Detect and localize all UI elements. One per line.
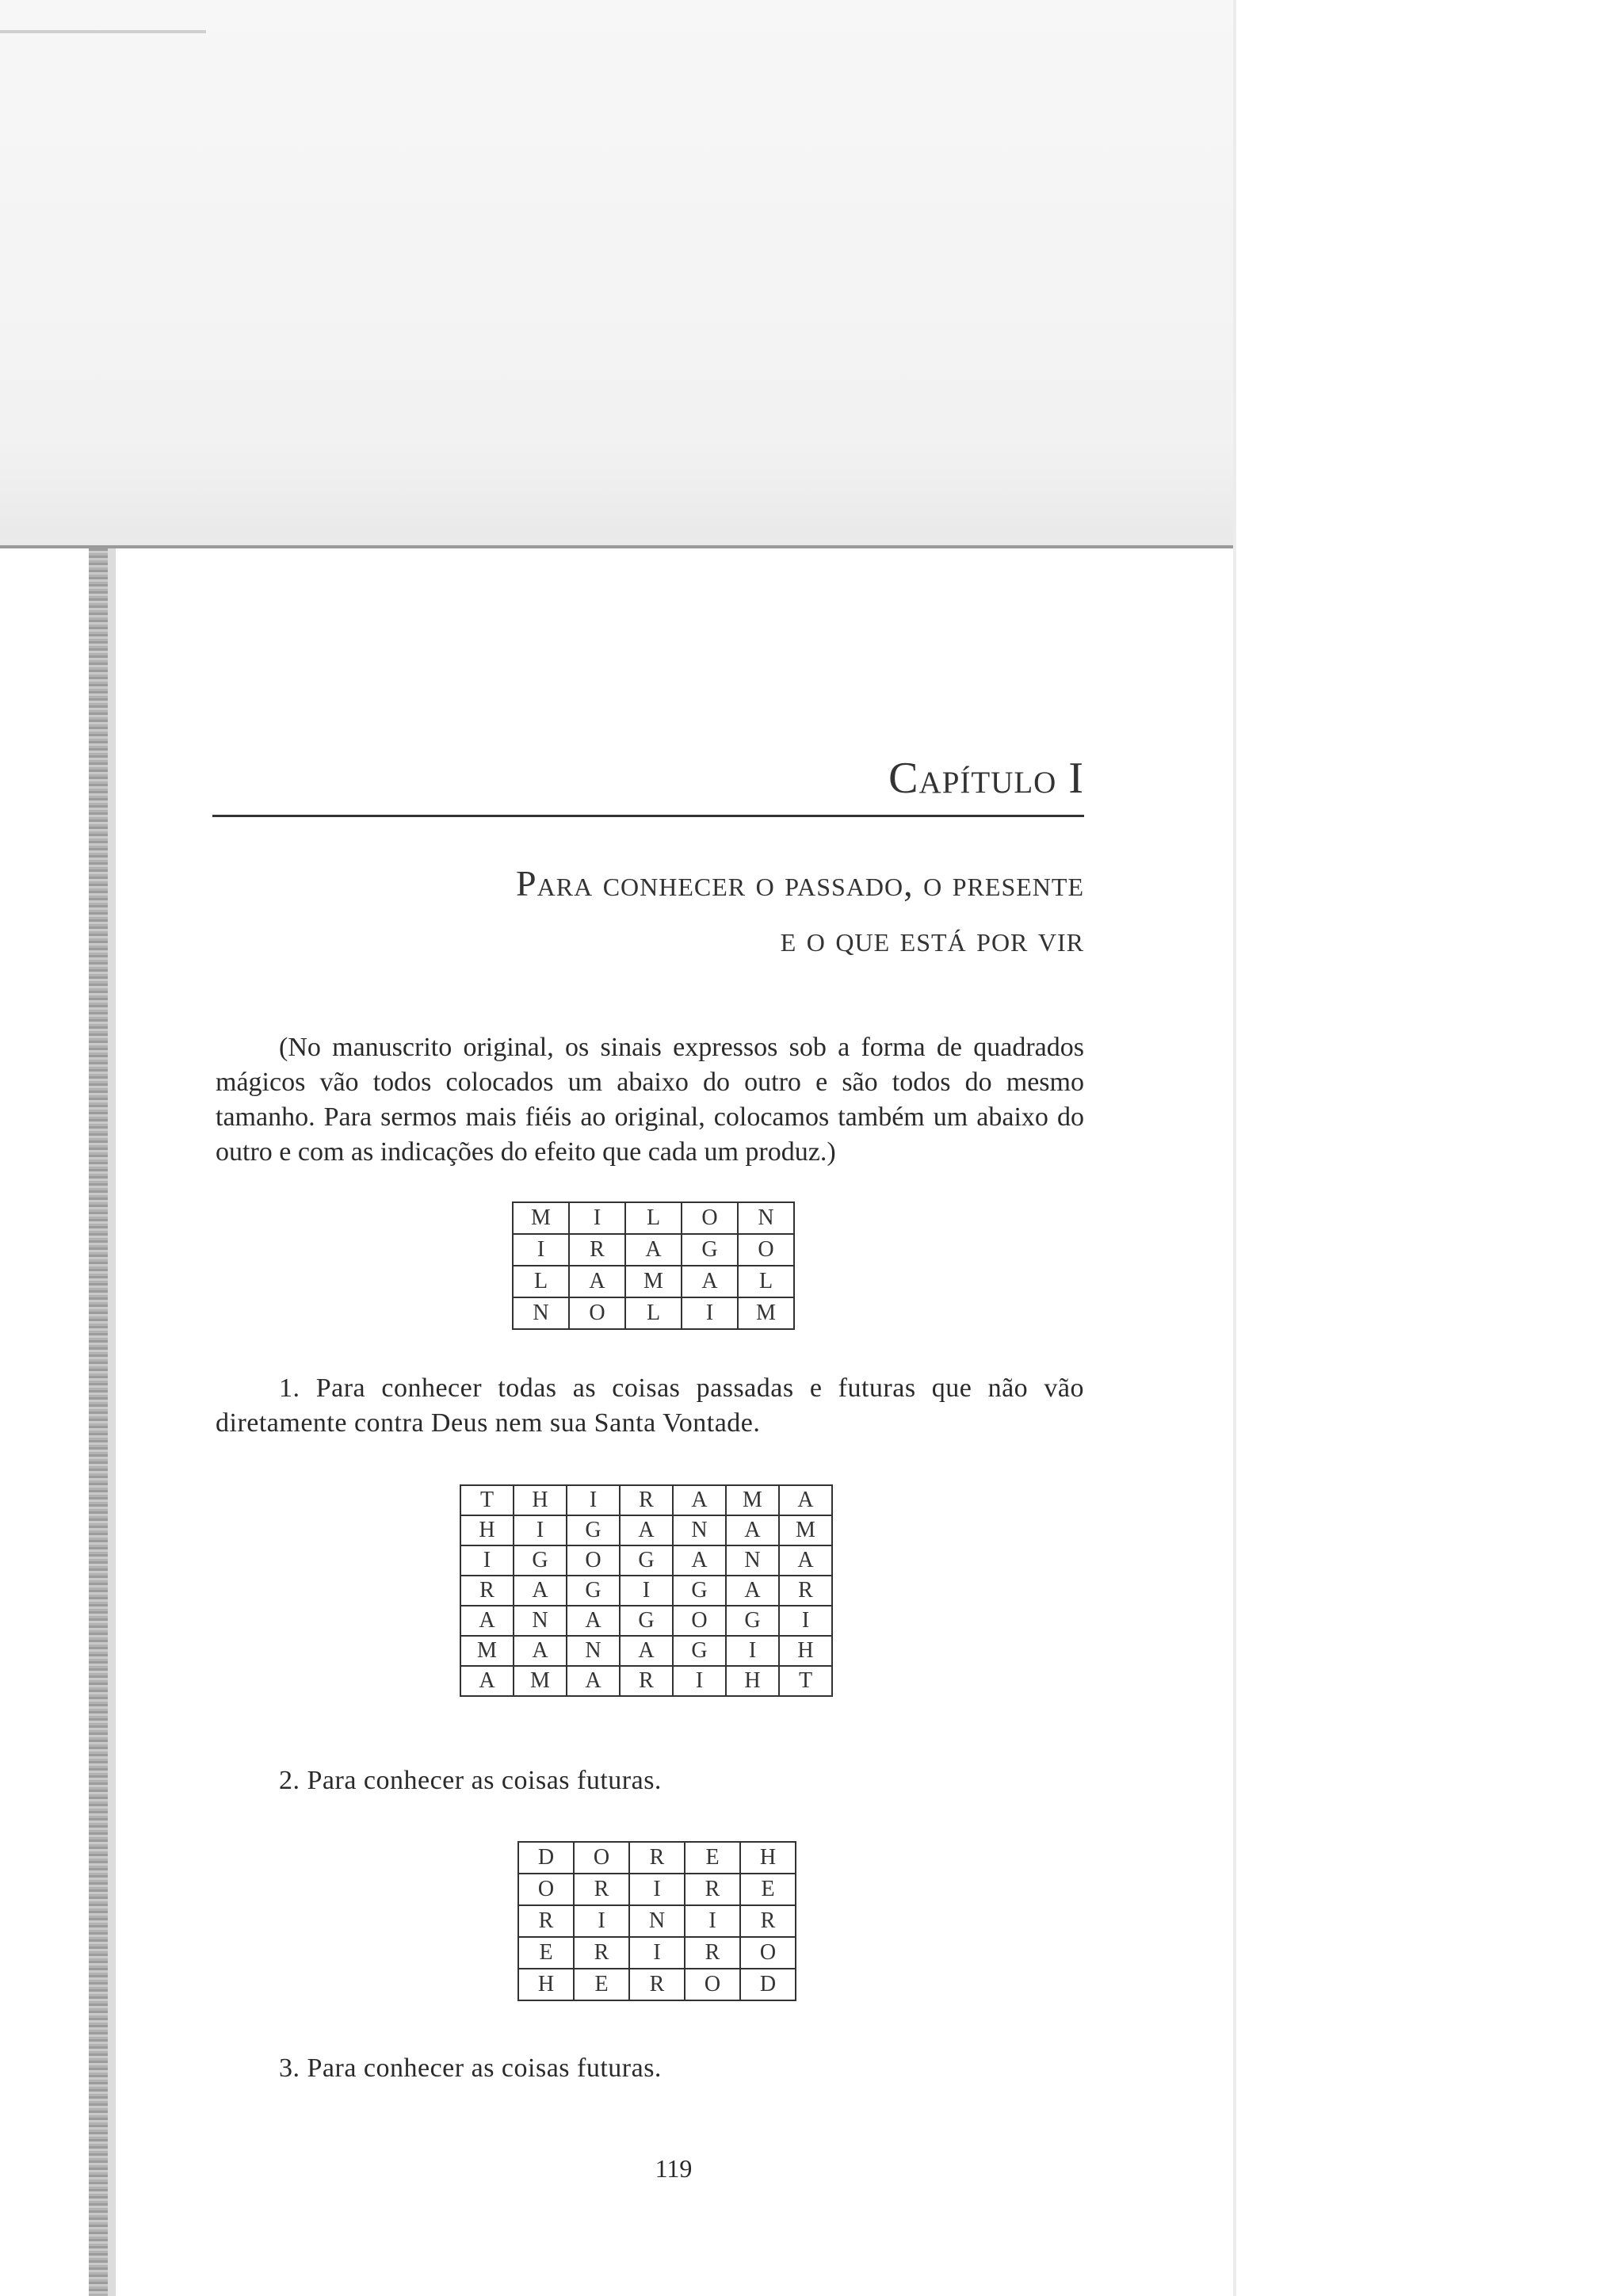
square-cell: I: [629, 1937, 685, 1969]
square-cell: I: [567, 1485, 620, 1515]
square-row: [513, 1297, 794, 1329]
chapter-rule: [212, 815, 1084, 817]
square-cell: N: [513, 1297, 569, 1329]
square-cell: L: [625, 1297, 682, 1329]
square-cell: A: [779, 1485, 832, 1515]
magic-square-1-caption: 1. Para conhecer todas as coisas passadas e futuras que não vão diretamente contra Deus nem sua Santa Vontade.: [216, 1373, 1084, 1438]
square-cell: G: [682, 1234, 738, 1266]
square-cell: O: [574, 1842, 629, 1874]
square-cell: I: [460, 1545, 514, 1576]
square-cell: L: [625, 1202, 682, 1234]
square-cell: M: [514, 1666, 567, 1696]
square-cell: T: [460, 1485, 514, 1515]
square-cell: G: [726, 1606, 779, 1636]
square-cell: A: [620, 1515, 673, 1545]
square-cell: R: [574, 1874, 629, 1905]
square-cell: R: [685, 1937, 740, 1969]
square-cell: H: [514, 1485, 567, 1515]
square-cell: G: [673, 1576, 726, 1606]
square-cell: L: [513, 1266, 569, 1297]
square-cell: O: [685, 1969, 740, 2000]
square-cell: I: [779, 1606, 832, 1636]
square-cell: H: [726, 1666, 779, 1696]
square-cell: M: [726, 1485, 779, 1515]
magic-square-1: [512, 1201, 795, 1330]
square-row: [460, 1545, 832, 1576]
square-row: [518, 1874, 796, 1905]
square-cell: A: [682, 1266, 738, 1297]
square-cell: A: [514, 1636, 567, 1666]
chapter-label: Capítulo I: [888, 754, 1084, 803]
square-cell: I: [620, 1576, 673, 1606]
magic-square-2: [460, 1484, 833, 1697]
square-cell: E: [518, 1937, 574, 1969]
square-cell: N: [738, 1202, 794, 1234]
square-cell: O: [569, 1297, 625, 1329]
book-spine-shadow: [89, 548, 108, 2296]
square-cell: N: [726, 1545, 779, 1576]
square-cell: O: [682, 1202, 738, 1234]
square-row: [460, 1576, 832, 1606]
square-cell: G: [620, 1606, 673, 1636]
page-number: 119: [655, 2154, 693, 2183]
square-cell: O: [567, 1545, 620, 1576]
square-cell: O: [738, 1234, 794, 1266]
square-cell: R: [518, 1905, 574, 1937]
square-cell: A: [673, 1545, 726, 1576]
square-cell: A: [673, 1485, 726, 1515]
square-row: [513, 1234, 794, 1266]
square-row: [460, 1485, 832, 1515]
square-cell: G: [673, 1636, 726, 1666]
square-cell: M: [513, 1202, 569, 1234]
square-cell: A: [726, 1576, 779, 1606]
page-right-edge: [1233, 0, 1236, 2296]
square-cell: A: [569, 1266, 625, 1297]
square-cell: M: [738, 1297, 794, 1329]
square-cell: H: [518, 1969, 574, 2000]
square-cell: A: [460, 1666, 514, 1696]
magic-square-2-caption: 2. Para conhecer as coisas futuras.: [279, 1766, 662, 1795]
square-cell: H: [779, 1636, 832, 1666]
chapter-title-line-1: Para conhecer o passado, o presente: [516, 863, 1084, 904]
square-cell: I: [514, 1515, 567, 1545]
square-cell: E: [685, 1842, 740, 1874]
square-row: [518, 1969, 796, 2000]
square-cell: M: [779, 1515, 832, 1545]
square-cell: R: [685, 1874, 740, 1905]
square-cell: R: [779, 1576, 832, 1606]
square-row: [518, 1905, 796, 1937]
square-cell: H: [460, 1515, 514, 1545]
square-cell: A: [625, 1234, 682, 1266]
square-cell: A: [514, 1576, 567, 1606]
square-cell: G: [514, 1545, 567, 1576]
square-cell: A: [726, 1515, 779, 1545]
chapter-title-line-2: e o que está por vir: [780, 919, 1084, 959]
square-cell: E: [740, 1874, 796, 1905]
square-cell: I: [574, 1905, 629, 1937]
square-row: [460, 1515, 832, 1545]
square-cell: R: [629, 1842, 685, 1874]
square-cell: N: [629, 1905, 685, 1937]
square-cell: I: [629, 1874, 685, 1905]
square-cell: O: [673, 1606, 726, 1636]
square-cell: D: [740, 1969, 796, 2000]
square-cell: A: [460, 1606, 514, 1636]
square-cell: N: [567, 1636, 620, 1666]
page-top-edge: [0, 30, 206, 33]
square-cell: R: [740, 1905, 796, 1937]
square-cell: T: [779, 1666, 832, 1696]
square-cell: R: [460, 1576, 514, 1606]
intro-paragraph: (No manuscrito original, os sinais expressos sob a forma de quadrados mágicos vão todos colocados um abaixo do outro e são todos do mesmo tamanho. Para sermos mais fiéis ao original, colocamos também um abaixo do outro e com as indicações do efeito que cada um produz.): [216, 1033, 1084, 1167]
square-cell: M: [460, 1636, 514, 1666]
magic-square-3: [517, 1841, 796, 2001]
square-cell: N: [673, 1515, 726, 1545]
square-row: [460, 1636, 832, 1666]
square-cell: R: [620, 1485, 673, 1515]
square-cell: D: [518, 1842, 574, 1874]
square-cell: I: [513, 1234, 569, 1266]
square-cell: L: [738, 1266, 794, 1297]
book-spine-highlight: [108, 548, 116, 2296]
square-cell: I: [685, 1905, 740, 1937]
square-row: [460, 1666, 832, 1696]
square-cell: R: [629, 1969, 685, 2000]
square-cell: O: [518, 1874, 574, 1905]
square-cell: I: [673, 1666, 726, 1696]
square-row: [460, 1606, 832, 1636]
square-row: [518, 1842, 796, 1874]
square-cell: A: [567, 1606, 620, 1636]
previous-page-overlay: [0, 0, 1236, 547]
square-cell: I: [682, 1297, 738, 1329]
square-row: [513, 1266, 794, 1297]
square-cell: H: [740, 1842, 796, 1874]
square-cell: I: [569, 1202, 625, 1234]
square-cell: G: [620, 1545, 673, 1576]
magic-square-3-caption: 3. Para conhecer as coisas futuras.: [279, 2053, 662, 2083]
square-cell: O: [740, 1937, 796, 1969]
square-cell: N: [514, 1606, 567, 1636]
chapter-title: [133, 856, 1084, 967]
square-cell: R: [620, 1666, 673, 1696]
square-cell: A: [779, 1545, 832, 1576]
square-cell: R: [574, 1937, 629, 1969]
square-cell: A: [567, 1666, 620, 1696]
square-cell: G: [567, 1515, 620, 1545]
square-cell: I: [726, 1636, 779, 1666]
square-cell: A: [620, 1636, 673, 1666]
square-cell: E: [574, 1969, 629, 2000]
square-cell: R: [569, 1234, 625, 1266]
square-cell: M: [625, 1266, 682, 1297]
square-cell: G: [567, 1576, 620, 1606]
square-row: [513, 1202, 794, 1234]
square-row: [518, 1937, 796, 1969]
page-fold-line: [0, 545, 1236, 548]
